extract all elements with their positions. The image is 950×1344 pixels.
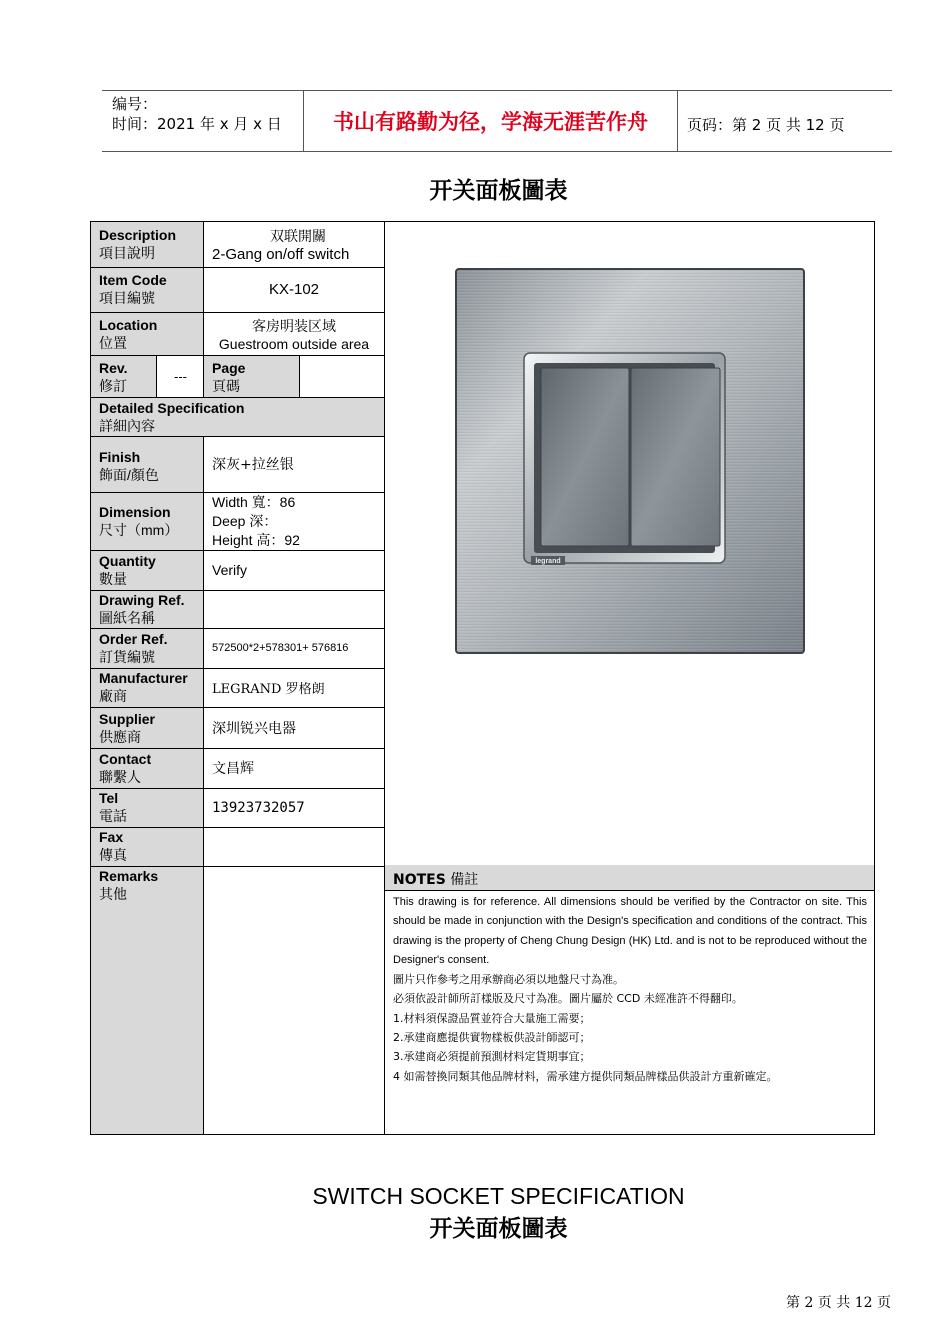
- label-cn: 聯繫人: [99, 769, 141, 785]
- value-tel: 13923732057: [212, 799, 305, 816]
- value-rev: ---: [174, 368, 187, 384]
- table-border-right: [874, 221, 875, 1135]
- notes-line: 必須依設計師所訂樣版及尺寸為准。圖片屬於 CCD 未經准許不得翻印。: [393, 992, 743, 1006]
- page-footer: 第 2 页 共 12 页: [786, 1295, 891, 1311]
- label-supplier: [91, 707, 204, 748]
- row-rule: [90, 628, 385, 629]
- row-rule: [90, 550, 385, 551]
- value-item-code: KX-102: [268, 281, 320, 298]
- notes-line: 1.材料須保證品質並符合大量施工需要；: [393, 1011, 591, 1025]
- label-remarks: [91, 866, 204, 1135]
- label-en: Fax: [99, 829, 124, 845]
- label-cn: 項目編號: [99, 290, 155, 306]
- header-bottom-rule: [102, 151, 892, 152]
- notes-line: 3.承建商必須提前預測材料定貨期事宜；: [393, 1050, 591, 1064]
- value-contact: 文昌辉: [212, 761, 254, 777]
- notes-line: 4 如需替換同類其他品牌材料，需承建方提供同類品牌樣品供設計方重新確定。: [393, 1069, 778, 1083]
- rocker-right: [631, 368, 720, 546]
- notes-line: 2.承建商應提供實物樣板供設計師認可；: [393, 1031, 591, 1045]
- row-rule: [90, 788, 385, 789]
- label-order-ref: [91, 628, 204, 668]
- header-number-label: 编号：: [112, 95, 158, 113]
- rocker-left: [541, 368, 629, 546]
- document-title: 开关面板圖表: [429, 178, 568, 204]
- value-dimension: [204, 492, 384, 550]
- row-rule: [90, 590, 385, 591]
- label-page: [204, 355, 300, 397]
- value-en: Guestroom outside area: [218, 335, 370, 352]
- label-en: Order Ref.: [99, 631, 168, 647]
- dimension-deep: Deep 深：: [212, 512, 278, 529]
- label-cn: 項目說明: [99, 245, 155, 261]
- label-cn: 傳真: [99, 847, 127, 863]
- switch-product-image: [455, 268, 805, 654]
- label-contact: [91, 748, 204, 788]
- notes-title-en: NOTES: [393, 872, 446, 888]
- label-location: [91, 312, 204, 355]
- notes-title-cn: 備註: [450, 872, 479, 888]
- row-rule: [90, 492, 385, 493]
- label-en: Manufacturer: [99, 670, 188, 686]
- row-rule: [90, 267, 385, 268]
- label-en: Item Code: [99, 272, 167, 288]
- table-border-left: [90, 221, 91, 1135]
- label-drawing-ref: [91, 590, 204, 628]
- value-description: [204, 222, 384, 267]
- label-cn: 供應商: [99, 729, 141, 745]
- label-cn: 數量: [99, 571, 127, 587]
- label-en: Contact: [99, 751, 152, 767]
- notes-body: [393, 893, 867, 1086]
- row-rule: [90, 355, 385, 356]
- header-top-rule: [102, 90, 892, 91]
- header-divider: [677, 90, 678, 151]
- label-en: Supplier: [99, 711, 156, 727]
- brand-text: legrand: [535, 558, 561, 565]
- table-divider: [384, 221, 385, 1135]
- notes-header: [385, 865, 874, 890]
- label-en: Drawing Ref.: [99, 592, 185, 608]
- label-en: Detailed Specification: [99, 400, 245, 416]
- value-supplier: 深圳锐兴电器: [212, 720, 296, 737]
- value-quantity: Verify: [212, 562, 248, 578]
- table-border-bottom: [90, 1134, 875, 1135]
- label-quantity: [91, 550, 204, 590]
- label-dimension: [91, 492, 204, 550]
- value-cn: 客房明装区域: [252, 318, 336, 335]
- row-rule: [90, 397, 385, 398]
- header-page-label: 页码：第 2 页 共 12 页: [687, 116, 845, 134]
- dimension-width: Width 寬：86: [212, 493, 296, 510]
- label-en: Rev.: [99, 360, 128, 376]
- label-cn: 飾面/顏色: [99, 467, 159, 483]
- label-en: Description: [99, 227, 177, 243]
- label-fax: [91, 827, 204, 866]
- label-rev: [91, 355, 157, 397]
- notes-line: 圖片只作參考之用承辦商必須以地盤尺寸為准。: [393, 973, 624, 987]
- header-time-label: 时间：2021 年 x 月 x 日: [112, 115, 282, 133]
- label-cn: 電話: [99, 808, 127, 824]
- label-cn: 詳細內容: [99, 418, 155, 434]
- label-cn: 其他: [99, 886, 127, 902]
- notes-paragraph-en: This drawing is for reference. All dimensions should be verified by the Contractor on site. This should be made in conjunction with the Design's specification and conditions of the contract. This drawing is the property of Cheng Chung Design (HK) Ltd. and is not to be reproduced without the Designer's consent.: [393, 896, 867, 966]
- label-cn: 頁碼: [212, 378, 240, 394]
- label-en: Finish: [99, 449, 141, 465]
- label-manufacturer: [91, 668, 204, 707]
- row-rule: [90, 866, 385, 867]
- row-rule: [90, 748, 385, 749]
- label-en: Tel: [99, 790, 119, 806]
- label-detailed-spec: [91, 397, 384, 436]
- table-divider: [203, 436, 204, 1135]
- table-divider: [203, 221, 204, 397]
- label-en: Location: [99, 317, 158, 333]
- value-cn: 双联開關: [270, 229, 326, 245]
- row-rule: [90, 312, 385, 313]
- table-border-top: [90, 221, 875, 222]
- table-divider: [156, 355, 157, 397]
- label-cn: 尺寸（mm）: [99, 522, 179, 538]
- value-location: [204, 312, 384, 355]
- table-divider: [299, 355, 300, 397]
- bottom-title-en: SWITCH SOCKET SPECIFICATION: [312, 1183, 685, 1209]
- label-cn: 廠商: [99, 688, 127, 704]
- value-manufacturer: LEGRAND 罗格朗: [212, 682, 325, 697]
- label-en: Page: [212, 360, 246, 376]
- row-rule: [90, 668, 385, 669]
- label-en: Remarks: [99, 868, 159, 884]
- dimension-height: Height 高：92: [212, 531, 300, 548]
- row-rule: [90, 707, 385, 708]
- label-item-code: [91, 267, 204, 312]
- label-en: Dimension: [99, 504, 171, 520]
- label-cn: 修訂: [99, 378, 127, 394]
- notes-rule-bottom: [384, 890, 875, 891]
- value-en: 2-Gang on/off switch: [212, 246, 350, 263]
- bottom-title-cn: 开关面板圖表: [429, 1216, 568, 1242]
- label-tel: [91, 788, 204, 827]
- label-en: Quantity: [99, 553, 156, 569]
- label-description: [91, 222, 204, 267]
- label-cn: 訂貨編號: [99, 649, 155, 665]
- value-order-ref: 572500*2+578301+ 576816: [212, 642, 349, 654]
- row-rule: [90, 827, 385, 828]
- label-cn: 位置: [99, 335, 127, 351]
- label-cn: 圖紙名稱: [99, 610, 155, 626]
- switch-illustration: [455, 268, 805, 654]
- value-finish: 深灰+拉丝银: [212, 457, 294, 473]
- row-rule: [90, 436, 385, 437]
- label-finish: [91, 436, 204, 492]
- header-motto: 书山有路勤为径，学海无涯苦作舟: [333, 109, 648, 134]
